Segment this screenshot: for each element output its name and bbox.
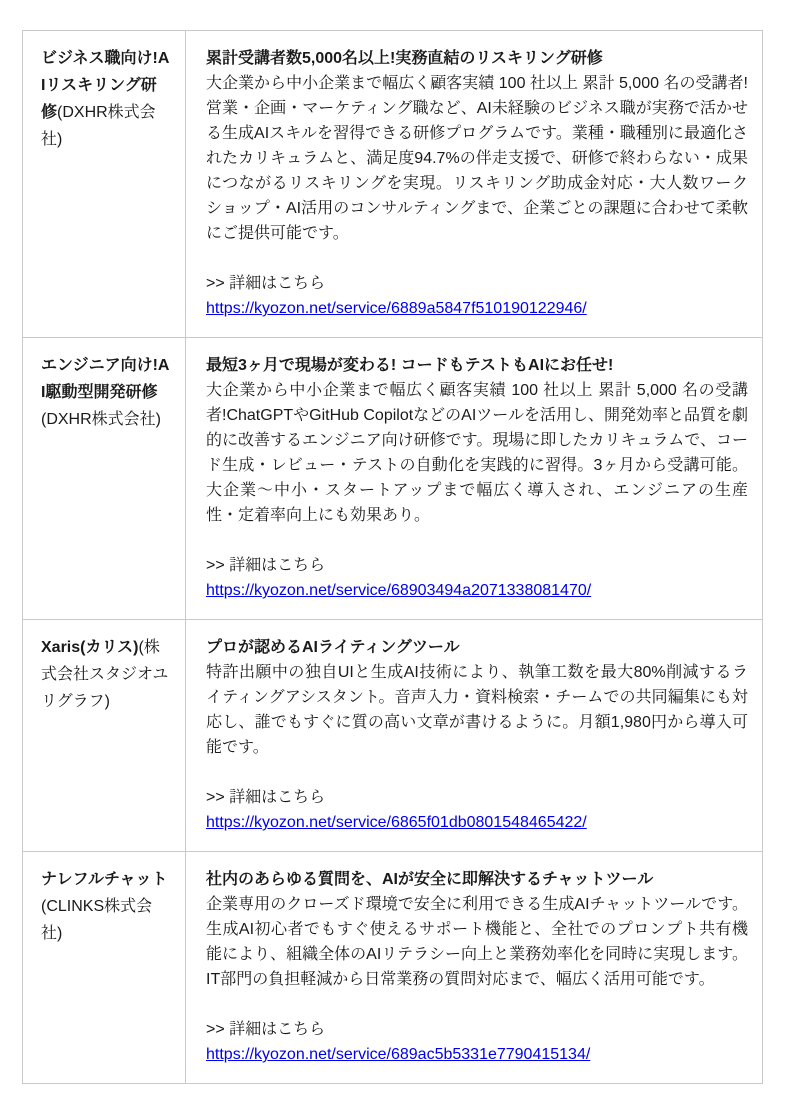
- service-name-cell: [23, 620, 186, 852]
- service-body-text: 大企業から中小企業まで幅広く顧客実績 100 社以上 累計 5,000 名の受講者!営業・企画・マーケティング職など、AI未経験のビジネス職が実務で活かせる生成AIスキルを習得できる研修プログラムです。業種・職種別に最適化されたカリキュラムと、満足度94.7%の伴走支援で、研修で終わらない・成果につながるリスキリングを実現。リスキリング助成金対応・大人数ワークショップ・AI活用のコンサルティングまで、企業ごとの課題に合わせて柔軟にご提供可能です。: [206, 75, 748, 242]
- service-company: (株式会社スタジオユリグラフ): [41, 639, 169, 710]
- service-description-cell: [186, 338, 763, 620]
- service-link[interactable]: https://kyozon.net/service/689ac5b5331e7790415134/: [206, 1046, 591, 1063]
- service-name: Xaris(カリス): [41, 639, 139, 656]
- service-name: エンジニア向け!AI駆動型開発研修: [41, 357, 170, 401]
- service-company: (DXHR株式会社): [41, 411, 161, 428]
- service-body-text: 大企業から中小企業まで幅広く顧客実績 100 社以上 累計 5,000 名の受講者!ChatGPTやGitHub CopilotなどのAIツールを活用し、開発効率と品質を劇的に改善するエンジニア向け研修です。現場に即したカリキュラムで、コード生成・レビュー・テストの自動化を実践的に習得。3ヶ月から受講可能。大企業〜中小・スタートアップまで幅広く導入され、エンジニアの生産性・定着率向上にも効果あり。: [206, 382, 748, 524]
- service-table: [22, 30, 763, 1084]
- service-description-cell: [186, 620, 763, 852]
- service-name-cell: [23, 338, 186, 620]
- service-name-cell: [23, 31, 186, 338]
- service-name: ナレフルチャット: [41, 871, 168, 888]
- service-body-text: 企業専用のクローズド環境で安全に利用できる生成AIチャットツールです。生成AI初心者でもすぐ使えるサポート機能と、全社でのプロンプト共有機能により、組織全体のAIリテラシー向上と業務効率化を同時に実現します。IT部門の負担軽減から日常業務の質問対応まで、幅広く活用可能です。: [206, 896, 748, 988]
- service-link[interactable]: https://kyozon.net/service/6865f01db0801548465422/: [206, 814, 587, 831]
- table-row: [23, 852, 763, 1084]
- cta-label: >> 詳細はこちら: [206, 789, 326, 806]
- service-company: (DXHR株式会社): [41, 104, 156, 148]
- cta-label: >> 詳細はこちら: [206, 275, 326, 292]
- table-row: [23, 620, 763, 852]
- cta-block: [206, 553, 748, 603]
- service-headline: 最短3ヶ月で現場が変わる! コードもテストもAIにお任せ!: [206, 357, 614, 374]
- service-link[interactable]: https://kyozon.net/service/68903494a2071338081470/: [206, 582, 592, 599]
- service-name-cell: [23, 852, 186, 1084]
- service-description-cell: [186, 31, 763, 338]
- cta-block: [206, 785, 748, 835]
- service-headline: プロが認めるAIライティングツール: [206, 639, 460, 656]
- cta-block: [206, 1017, 748, 1067]
- cta-label: >> 詳細はこちら: [206, 1021, 326, 1038]
- table-row: [23, 338, 763, 620]
- cta-label: >> 詳細はこちら: [206, 557, 326, 574]
- service-description-cell: [186, 852, 763, 1084]
- service-body-text: 特許出願中の独自UIと生成AI技術により、執筆工数を最大80%削減するライティングアシスタント。音声入力・資料検索・チームでの共同編集にも対応し、誰でもすぐに質の高い文章が書けるように。月額1,980円から導入可能です。: [206, 664, 748, 756]
- service-link[interactable]: https://kyozon.net/service/6889a5847f510190122946/: [206, 300, 587, 317]
- cta-block: [206, 271, 748, 321]
- service-company: (CLINKS株式会社): [41, 898, 153, 942]
- service-headline: 累計受講者数5,000名以上!実務直結のリスキリング研修: [206, 50, 603, 67]
- table-row: [23, 31, 763, 338]
- service-name: ビジネス職向け!AIリスキリング研修: [41, 50, 170, 121]
- service-headline: 社内のあらゆる質問を、AIが安全に即解決するチャットツール: [206, 871, 654, 888]
